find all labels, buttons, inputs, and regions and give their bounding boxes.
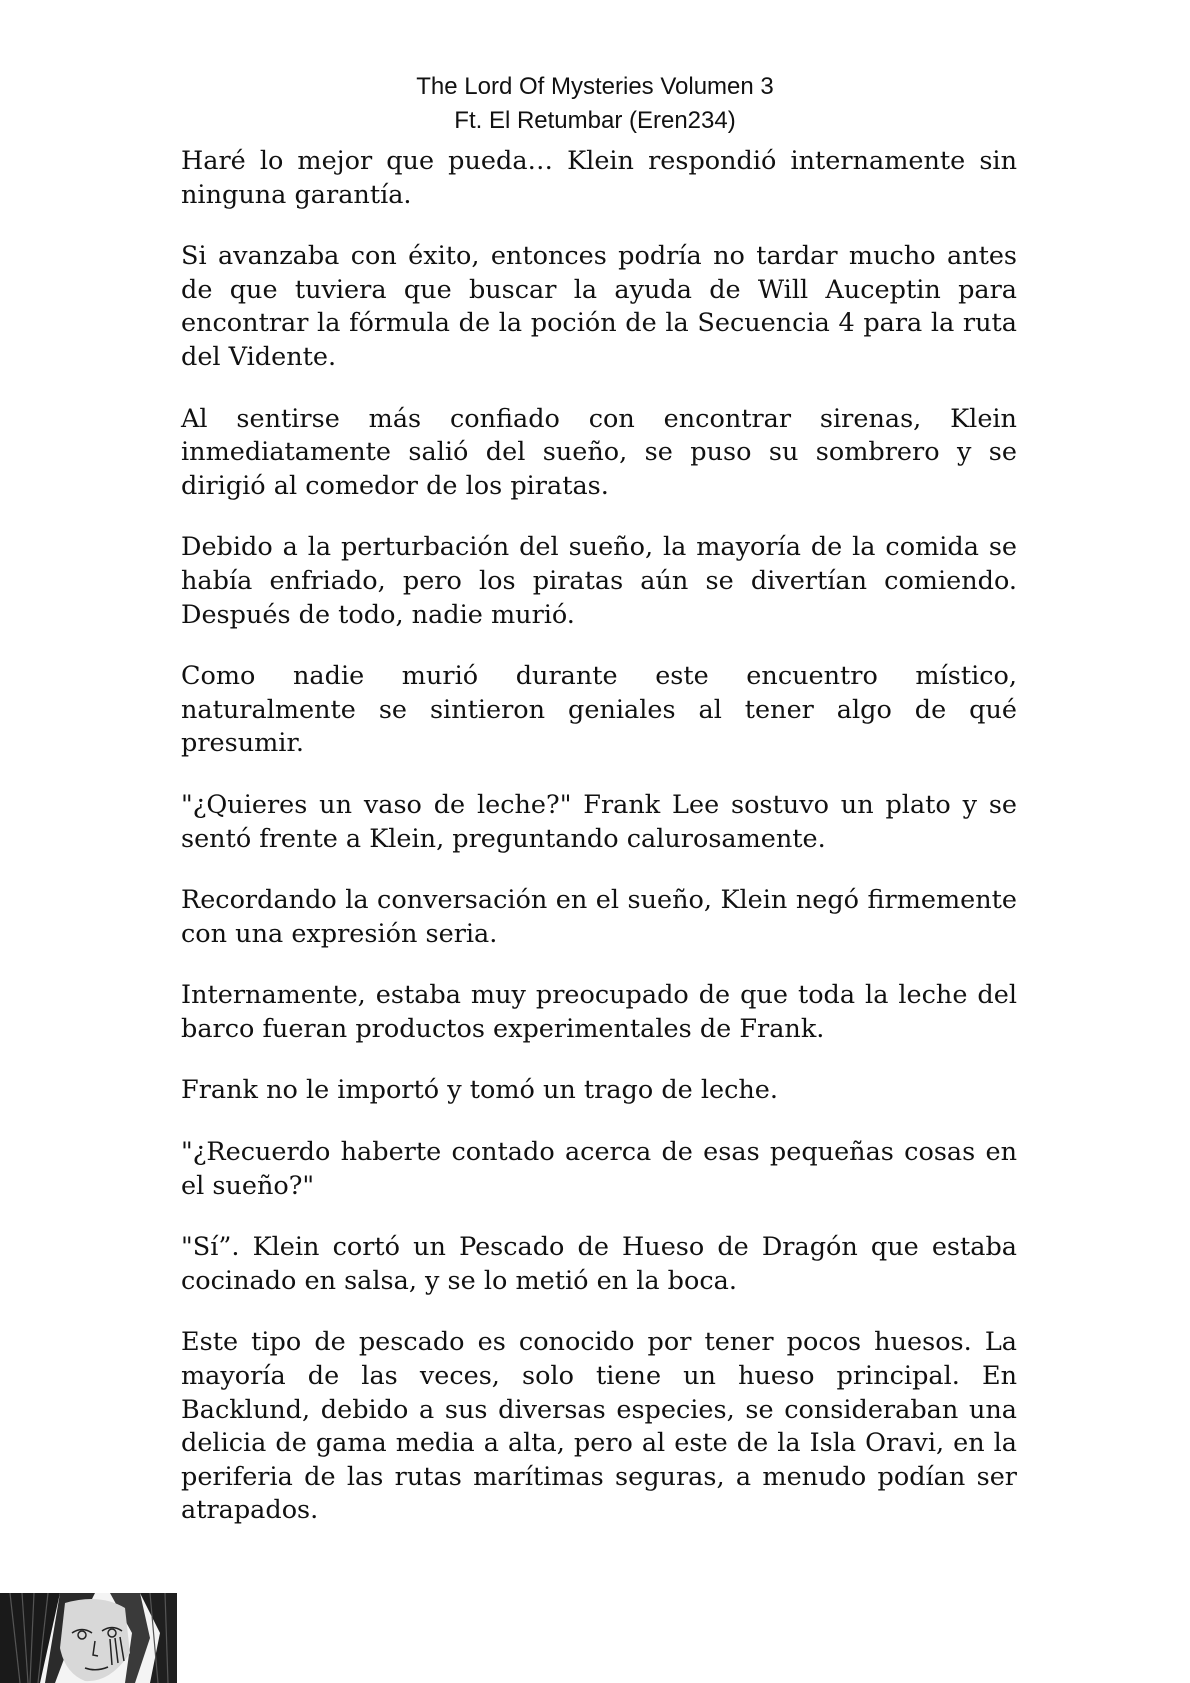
paragraph: Como nadie murió durante este encuentro místico, naturalmente se sintieron geniales al tener algo de qué presumir. [181, 661, 1017, 759]
header-title: The Lord Of Mysteries Volumen 3 [416, 73, 774, 100]
paragraph: Este tipo de pescado es conocido por tener pocos huesos. La mayoría de las veces, solo tiene un hueso principal. En Backlund, debido a sus diversas especies, se consideraban una delicia de gama media a alta, pero al este de la Isla Oravi, en la periferia de las rutas marítimas seguras, a menudo podían ser atrapados. [181, 1327, 1017, 1526]
paragraph: "¿Recuerdo haberte contado acerca de esas pequeñas cosas en el sueño?" [181, 1137, 1017, 1201]
paragraph: Recordando la conversación en el sueño, Klein negó firmemente con una expresión seria. [181, 885, 1017, 949]
paragraph: "¿Quieres un vaso de leche?" Frank Lee sostuvo un plato y se sentó frente a Klein, preguntando calurosamente. [181, 789, 1017, 854]
page-header [0, 70, 1190, 138]
document-body [181, 145, 1017, 1556]
paragraph: Internamente, estaba muy preocupado de que toda la leche del barco fueran productos experimentales de Frank. [181, 980, 1017, 1044]
paragraph: Frank no le importó y tomó un trago de leche. [181, 1075, 778, 1106]
header-subtitle: Ft. El Retumbar (Eren234) [454, 107, 736, 134]
paragraph: Si avanzaba con éxito, entonces podría no tardar mucho antes de que tuviera que buscar la ayuda de Will Auceptin para encontrar la fórmula de la poción de la Secuencia 4 para la ruta del Vidente. [181, 241, 1017, 372]
paragraph: Al sentirse más confiado con encontrar sirenas, Klein inmediatamente salió del sueño, se puso su sombrero y se dirigió al comedor de los piratas. [181, 403, 1017, 501]
paragraph: Debido a la perturbación del sueño, la mayoría de la comida se había enfriado, pero los piratas aún se divertían comiendo. Después de todo, nadie murió. [181, 532, 1017, 630]
paragraph: "Sí”. Klein cortó un Pescado de Hueso de Dragón que estaba cocinado en salsa, y se lo metió en la boca. [181, 1232, 1017, 1296]
manga-portrait-watermark-icon [0, 1593, 177, 1683]
paragraph: Haré lo mejor que pueda… Klein respondió internamente sin ninguna garantía. [181, 146, 1017, 210]
